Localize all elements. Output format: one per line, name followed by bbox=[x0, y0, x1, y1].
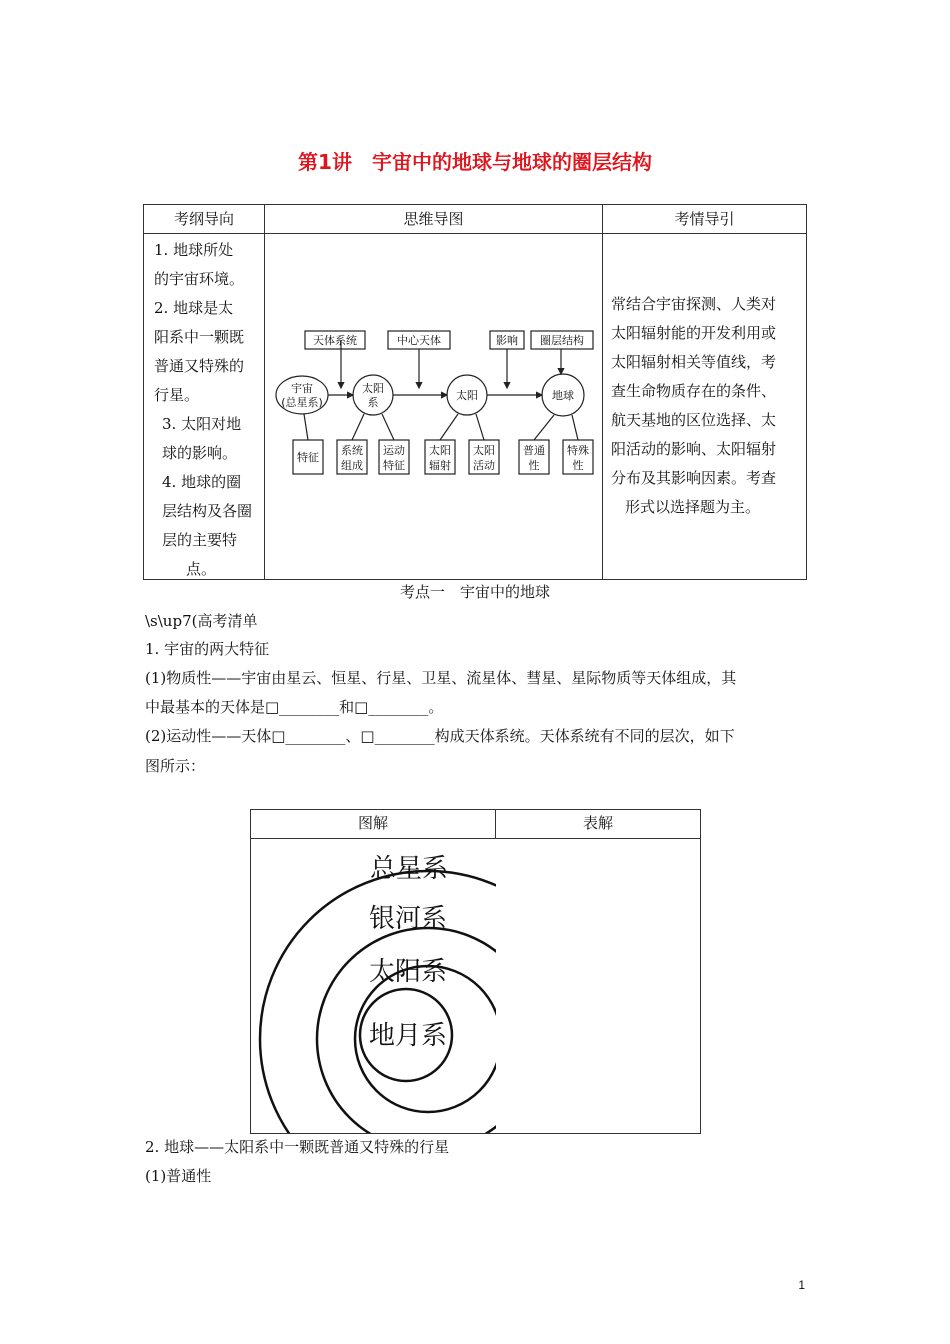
outline-text: 1. 地球所处 的宇宙环境。 2. 地球是太 阳系中一颗既 普通又特殊的 行星。 3. 太阳对地 球的影响。 4. 地球的圈 层结构及各圈 层的主要特 点。 bbox=[154, 241, 253, 578]
section-heading: 考点一 宇宙中的地球 bbox=[399, 583, 550, 601]
mm-top-layers: 圈层结构 bbox=[540, 334, 584, 347]
paragraph-2: (1)物质性——宇宙由星云、恒星、行星、卫星、流星体、彗星、星际物质等天体组成，其 bbox=[145, 669, 737, 687]
mm-node-sun: 太阳 bbox=[456, 389, 478, 402]
svg-text:性: 性 bbox=[572, 459, 584, 472]
paragraph-1: 1. 宇宙的两大特征 bbox=[145, 640, 270, 658]
svg-text:系: 系 bbox=[367, 396, 379, 409]
nested-systems-diagram bbox=[251, 839, 496, 1133]
ring-label-milky-way: 银河系 bbox=[368, 904, 448, 934]
mm-leaf-radiation: 太阳 bbox=[429, 444, 451, 457]
paragraph-6: 2. 地球——太阳系中一颗既普通又特殊的行星 bbox=[145, 1138, 450, 1156]
header-mindmap: 思维导图 bbox=[403, 210, 464, 228]
mm-node-universe: 宇宙 bbox=[291, 382, 313, 395]
paragraph-7: (1)普通性 bbox=[145, 1167, 212, 1185]
paragraph-3: 中最基本的天体是□________和□________。 bbox=[145, 698, 444, 716]
mm-leaf-common: 普通 bbox=[523, 444, 545, 457]
mm-top-influence: 影响 bbox=[496, 334, 518, 347]
header-diagram: 图解 bbox=[251, 810, 495, 839]
note-line: \s\up7(高考清单 bbox=[145, 612, 258, 630]
page-number: 1 bbox=[798, 1278, 805, 1292]
celestial-system-table bbox=[250, 809, 701, 1134]
mm-node-solar-system: 太阳 bbox=[362, 382, 384, 395]
mm-top-systems: 天体系统 bbox=[313, 334, 357, 347]
page-title: 第1讲 宇宙中的地球与地球的圈层结构 bbox=[298, 150, 652, 174]
exam-guide-text: 常结合宇宙探测、人类对 太阳辐射能的开发利用或 太阳辐射相关等值线，考 查生命物质存在的条件、 航天基地的区位选择、太 阳活动的影响、太阳辐射 分布及其影响因素。考查 形式以选择题为主。 bbox=[611, 295, 777, 516]
svg-text:性: 性 bbox=[528, 459, 540, 472]
mm-leaf-special: 特殊 bbox=[567, 444, 589, 457]
svg-text:(总星系): (总星系) bbox=[281, 396, 323, 409]
ring-label-earth-moon: 地月系 bbox=[368, 1021, 448, 1051]
overview-table bbox=[143, 204, 807, 580]
paragraph-5: 图所示： bbox=[145, 757, 206, 775]
mm-leaf-motion: 运动 bbox=[383, 444, 405, 457]
svg-text:组成: 组成 bbox=[341, 459, 363, 472]
header-outline: 考纲导向 bbox=[173, 210, 234, 228]
mind-map bbox=[274, 325, 604, 485]
header-table: 表解 bbox=[495, 810, 700, 839]
ring-label-universe: 总星系 bbox=[369, 854, 449, 884]
mm-leaf-activity: 太阳 bbox=[473, 444, 495, 457]
header-exam-guide: 考情导引 bbox=[674, 210, 735, 228]
mm-leaf-feature: 特征 bbox=[297, 451, 319, 464]
svg-text:特征: 特征 bbox=[383, 459, 405, 472]
paragraph-4: (2)运动性——天体□________、□________构成天体系统。天体系统有不同的层次，如下 bbox=[145, 727, 735, 745]
svg-text:辐射: 辐射 bbox=[429, 459, 451, 472]
mm-top-center: 中心天体 bbox=[397, 334, 441, 347]
svg-text:活动: 活动 bbox=[473, 459, 495, 472]
ring-label-solar-system: 太阳系 bbox=[368, 957, 448, 987]
mm-leaf-composition: 系统 bbox=[341, 444, 363, 457]
mm-node-earth: 地球 bbox=[552, 389, 574, 402]
